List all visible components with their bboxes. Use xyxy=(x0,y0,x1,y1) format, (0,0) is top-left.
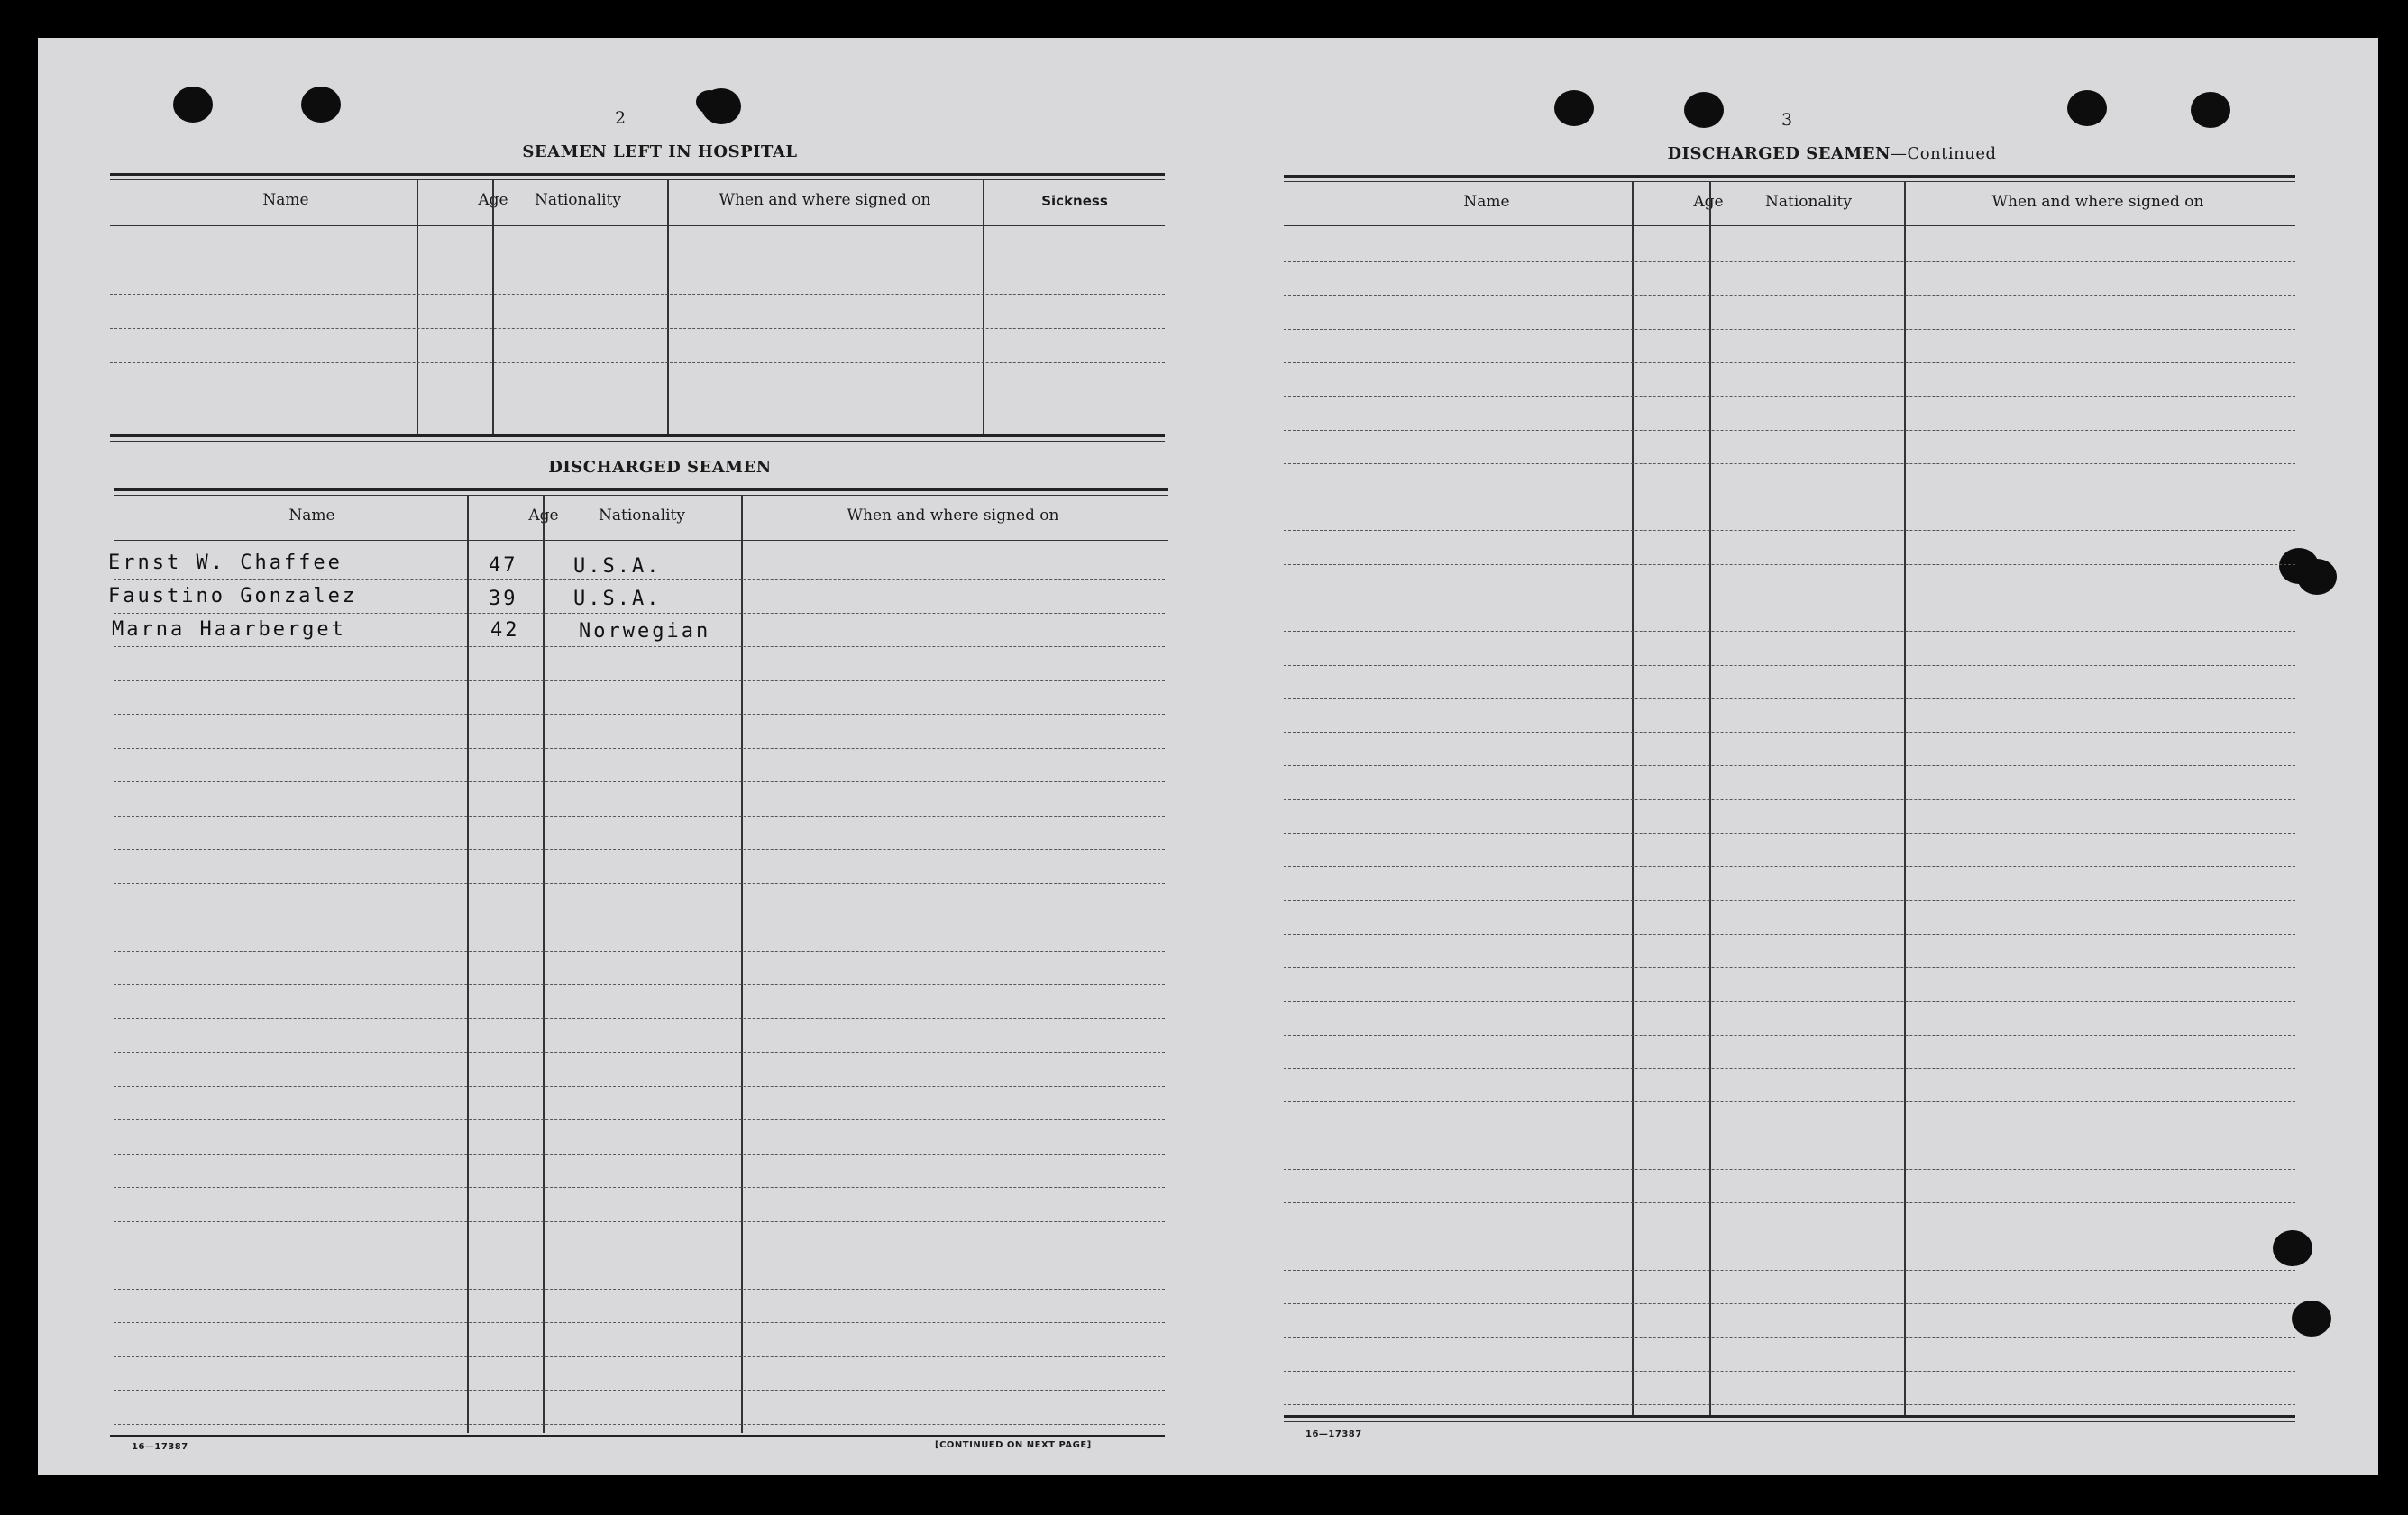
punch-hole xyxy=(696,90,723,114)
punch-hole xyxy=(1554,90,1594,126)
table-row-line xyxy=(1284,1202,2295,1203)
punch-hole xyxy=(2191,92,2230,128)
table-row-line xyxy=(1284,1169,2295,1170)
table-row-line xyxy=(1284,463,2295,464)
table-row-line xyxy=(114,781,1165,782)
form-number: 16—17387 xyxy=(132,1442,188,1452)
header-rule xyxy=(114,540,1168,541)
table-row-line xyxy=(114,1119,1165,1120)
column-divider xyxy=(1904,182,1906,1415)
table-row-line xyxy=(114,951,1165,952)
table-row-line xyxy=(1284,530,2295,531)
seaman-nationality: Norwegian xyxy=(579,620,711,643)
table-row-line xyxy=(114,883,1165,884)
table-row-line xyxy=(110,294,1165,295)
column-divider xyxy=(467,496,469,1433)
table-row-line xyxy=(114,1424,1165,1425)
seaman-name: Ernst W. Chaffee xyxy=(108,552,343,574)
column-divider xyxy=(543,496,545,1433)
seaman-name: Faustino Gonzalez xyxy=(108,585,358,607)
table-row-line xyxy=(114,1221,1165,1222)
punch-hole xyxy=(173,87,213,123)
table-top-rule xyxy=(1284,181,2295,182)
table-row-line xyxy=(114,1390,1165,1391)
column-header-name: Name xyxy=(262,191,309,209)
table-top-rule xyxy=(114,495,1168,496)
continued-note: [CONTINUED ON NEXT PAGE] xyxy=(935,1440,1092,1450)
table-bottom-rule xyxy=(1284,1421,2295,1422)
table-row-line xyxy=(1284,967,2295,968)
table-row-line xyxy=(1284,1303,2295,1304)
table-row-line xyxy=(1284,934,2295,935)
punch-hole xyxy=(1684,92,1724,128)
table-row-line xyxy=(1284,799,2295,800)
title-suffix: —Continued xyxy=(1890,144,1997,163)
table-row-line xyxy=(1284,362,2295,363)
punch-hole xyxy=(2067,90,2107,126)
table-row-line xyxy=(1284,396,2295,397)
table-row-line xyxy=(114,646,1165,647)
table-row-line xyxy=(1284,866,2295,867)
column-header-sickness: Sickness xyxy=(1041,193,1108,209)
table-row-line xyxy=(1284,1371,2295,1372)
table-row-line xyxy=(1284,665,2295,666)
table-bottom-rule xyxy=(110,441,1165,442)
table-row-line xyxy=(1284,765,2295,766)
seaman-nationality: U.S.A. xyxy=(573,555,662,578)
table-row-line xyxy=(114,1086,1165,1087)
table-top-rule xyxy=(1284,175,2295,178)
column-header-name: Name xyxy=(288,507,335,525)
column-header-age: Age xyxy=(478,191,508,209)
table-row-line xyxy=(1284,329,2295,330)
table-row-line xyxy=(114,613,1165,614)
table-row-line xyxy=(114,816,1165,817)
table-row-line xyxy=(114,1018,1165,1019)
table-row-line xyxy=(114,1052,1165,1053)
column-divider xyxy=(1709,182,1711,1415)
page-number: 2 xyxy=(615,108,627,128)
table-row-line xyxy=(114,1154,1165,1155)
column-header-nationality: Nationality xyxy=(535,191,621,209)
table-top-rule xyxy=(110,173,1165,176)
table-row-line xyxy=(1284,295,2295,296)
table-row-line xyxy=(1284,698,2295,699)
table-row-line xyxy=(114,748,1165,749)
punch-hole xyxy=(2297,559,2337,595)
table-top-rule xyxy=(114,488,1168,491)
seaman-name: Marna Haarberget xyxy=(112,618,346,641)
hospital-section-title: SEAMEN LEFT IN HOSPITAL xyxy=(522,142,798,161)
table-row-line xyxy=(114,1322,1165,1323)
discharged-continued-title xyxy=(1570,144,2093,163)
header-rule xyxy=(110,225,1165,226)
table-bottom-rule xyxy=(110,434,1165,437)
table-row-line xyxy=(114,579,1165,580)
table-row-line xyxy=(1284,1035,2295,1036)
table-row-line xyxy=(114,1289,1165,1290)
page-number: 3 xyxy=(1781,110,1793,130)
table-row-line xyxy=(114,1356,1165,1357)
table-bottom-rule xyxy=(110,1435,1165,1437)
column-header-age: Age xyxy=(528,507,559,525)
table-row-line xyxy=(114,849,1165,850)
table-row-line xyxy=(1284,1101,2295,1102)
table-row-line xyxy=(110,328,1165,329)
punch-hole xyxy=(2273,1230,2312,1266)
header-rule xyxy=(1284,225,2295,226)
table-row-line xyxy=(114,714,1165,715)
column-header-signed-on: When and where signed on xyxy=(719,191,931,209)
column-header-nationality: Nationality xyxy=(1765,193,1852,211)
table-top-rule xyxy=(110,179,1165,180)
column-header-nationality: Nationality xyxy=(599,507,685,525)
table-row-line xyxy=(1284,1068,2295,1069)
table-row-line xyxy=(1284,430,2295,431)
table-row-line xyxy=(114,984,1165,985)
table-row-line xyxy=(1284,900,2295,901)
title-main: DISCHARGED SEAMEN xyxy=(1667,144,1891,163)
column-header-name: Name xyxy=(1463,193,1510,211)
table-row-line xyxy=(1284,631,2295,632)
table-row-line xyxy=(114,1187,1165,1188)
column-header-age: Age xyxy=(1693,193,1724,211)
table-row-line xyxy=(1284,1337,2295,1338)
table-row-line xyxy=(1284,1001,2295,1002)
table-row-line xyxy=(1284,261,2295,262)
seaman-age: 47 xyxy=(489,554,518,577)
seaman-age: 42 xyxy=(490,619,520,642)
seaman-nationality: U.S.A. xyxy=(573,588,662,610)
table-row-line xyxy=(114,680,1165,681)
seaman-age: 39 xyxy=(489,588,518,610)
table-bottom-rule xyxy=(1284,1415,2295,1418)
table-row-line xyxy=(1284,1270,2295,1271)
column-header-signed-on: When and where signed on xyxy=(1991,193,2204,211)
form-number: 16—17387 xyxy=(1305,1429,1362,1439)
table-row-line xyxy=(1284,1404,2295,1405)
table-row-line xyxy=(1284,564,2295,565)
punch-hole xyxy=(301,87,341,123)
table-row-line xyxy=(1284,833,2295,834)
column-divider xyxy=(741,496,743,1433)
column-divider xyxy=(1632,182,1634,1415)
column-header-signed-on: When and where signed on xyxy=(847,507,1059,525)
discharged-section-title: DISCHARGED SEAMEN xyxy=(548,458,772,477)
document-sheet xyxy=(38,38,2378,1475)
table-row-line xyxy=(110,362,1165,363)
table-row-line xyxy=(1284,732,2295,733)
punch-hole xyxy=(2292,1301,2331,1337)
